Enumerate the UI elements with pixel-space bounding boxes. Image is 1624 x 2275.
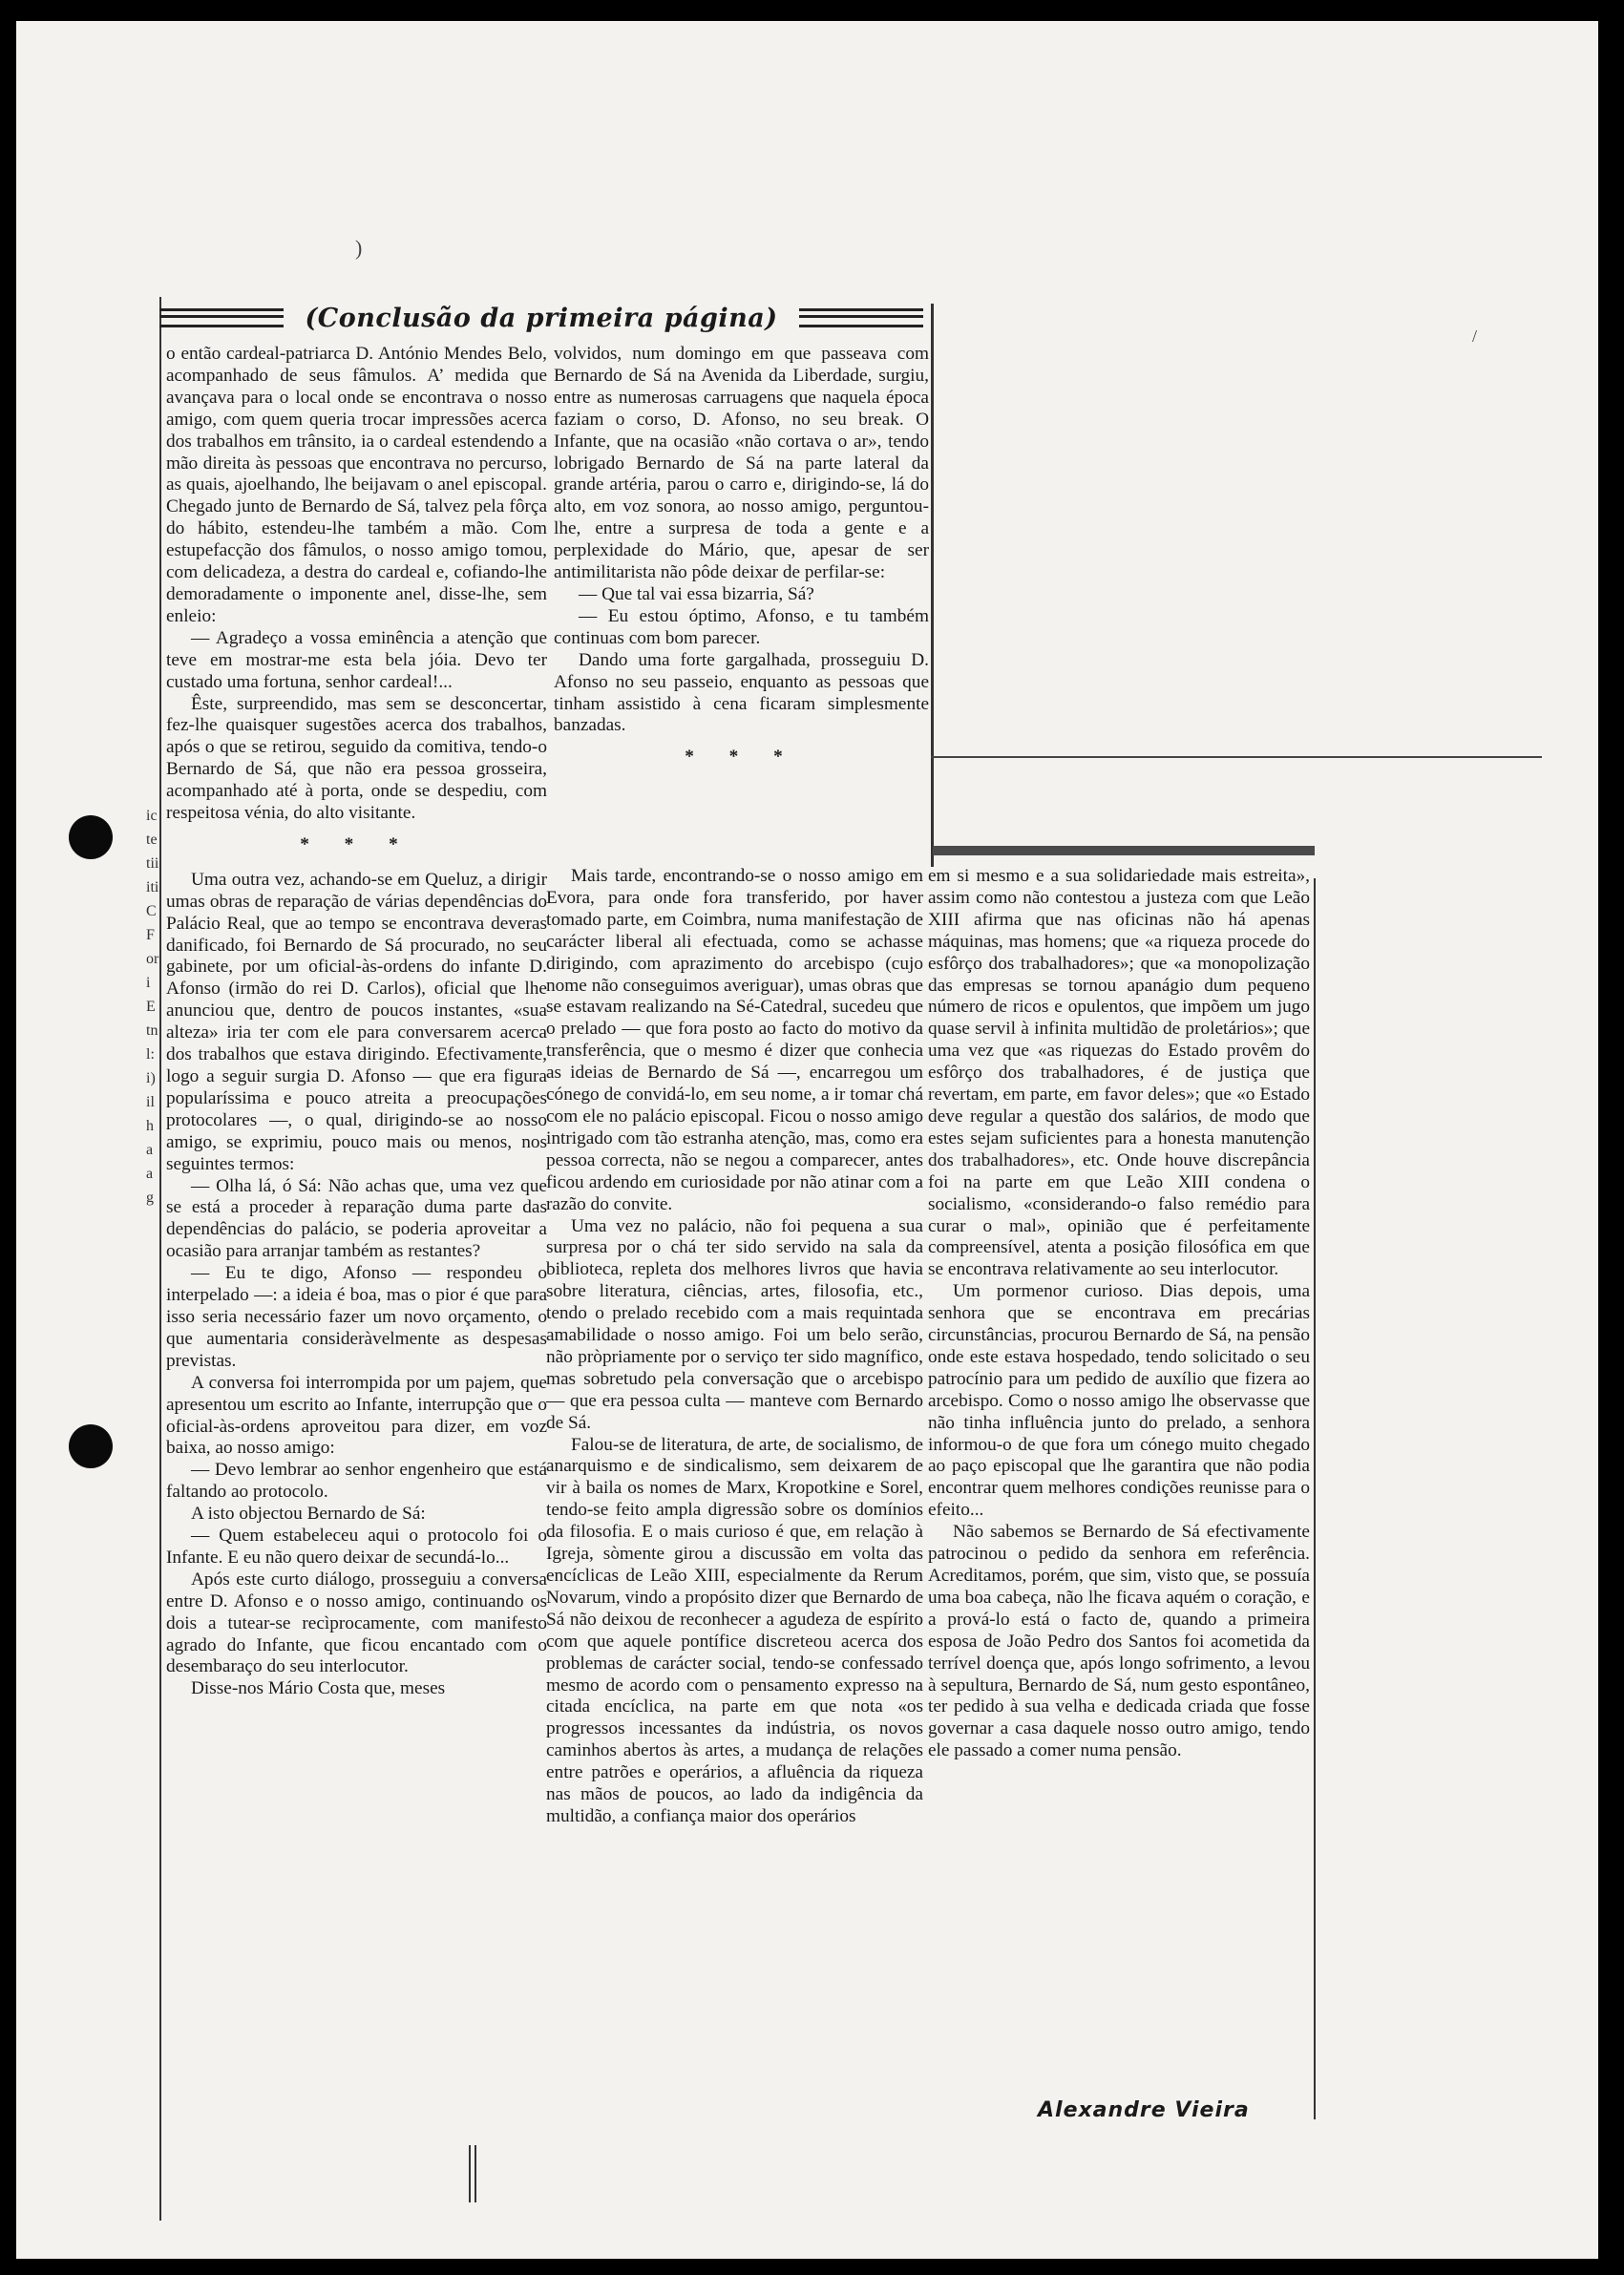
scanned-sheet [16,21,1598,2259]
paragraph: em si mesmo e a sua solidariedade mais estreita», assim como não contestou a justeza com que Leão XIII afirma que nas oficinas não há apenas máquinas, mas homens; que «a riqueza procede do esfôrço dos trabalhadores»; que «a monopolização das empresas se tornou apanágio dum pequeno número de ricos e opulentos, que impõem um jugo quase servil à infinita multidão de proletários»; que uma vez que «as riquezas do Estado provêm do esfôrço dos trabalhadores, é de justiça que revertam, em parte, em favor deles»; que «o Estado deve regular a questão dos salários, de modo que estes sejam suficientes para a honesta manutenção dos trabalhadores», etc. Onde houve discrepância foi na parte em que Leão XIII condena o socialismo, «considerando-o falso remédio para curar o mal», opinião que é perfeitamente compreensível, atenta a posição filosófica em que se encontrava relativamente ao seu interlocutor. [928,866,1310,1280]
header-title: (Conclusão da primeira página) [305,303,778,333]
paragraph: A isto objectou Bernardo de Sá: [191,1504,426,1525]
paragraph: — Que tal vai essa bizarria, Sá? [579,583,814,604]
paragraph: — Eu estou óptimo, Afonso, e tu também continuas com bom parecer. [554,605,929,648]
clipping-left-edge [159,297,161,2221]
stray-mark: / [1472,327,1478,346]
paragraph: A conversa foi interrompida por um pajem, que apresentou um escrito ao Infante, interrupção que o oficial-às-ordens aproveitou para dizer, em voz baixa, ao nosso amigo: [166,1372,547,1459]
clipping-crop-line [931,756,1542,758]
article-column-2 [554,344,929,782]
clipping-right-edge-lower [1314,878,1316,2119]
paragraph: Falou-se de literatura, de arte, de socialismo, de anarquismo e de sindicalismo, sem deixarem de vir à baila os nomes de Marx, Kropotkine e Sorel, tendo-se feito ampla digressão sobre os domínios da filosofia. E o mais curioso é que, em relação à Igreja, sòmente girou a discussão em volta das encíclicas de Leão XIII, especialmente da Rerum Novarum, vindo a propósito dizer que Bernardo de Sá não deixou de reconhecer a agudeza de espírito com que aquele pontífice discreteou acerca dos problemas de carácter social, tendo-se confessado mesmo de acordo com o pensamento expresso na citada encíclica, na parte em que nota «os progressos incessantes da indústria, os novos caminhos abertos às artes, a mudança de relações entre patrões e operários, a afluência da riqueza nas mãos de poucos, ao lado da indigência da multidão, a confiança maior dos operários [546,1434,923,1826]
continuation-header [159,297,923,339]
section-separator: * * * [685,747,798,768]
clipping-shadow-strip [933,846,1315,855]
paragraph: Disse-nos Mário Costa que, meses [191,1678,446,1699]
paragraph: Um pormenor curioso. Dias depois, uma senhora que se encontrava em precárias circunstâncias, procurou Bernardo de Sá, na pensão onde este estava hospedado, tendo solicitado o seu patrocínio para um pedido de auxílio que fizera ao arcebispo. Como o nosso amigo lhe observasse que não tinha influência junto do prelado, a senhora informou-o de que fora um cónego muito chegado ao paço episcopal que lhe garantira que não podia encontrar quem melhores condições reunisse para o efeito... [928,1281,1310,1521]
article-column-1 [166,344,547,1700]
clipping-fold-mark [475,2145,476,2202]
punch-hole-bottom [69,1424,113,1468]
punch-hole-top [69,815,113,859]
clipping-fold-mark [469,2145,471,2202]
header-rule-left [159,308,284,327]
paragraph: — Olha lá, ó Sá: Não achas que, uma vez que se está a proceder à reparação duma parte das dependências do palácio, se poderia aproveitar a ocasião para arranjar também as restantes? [166,1175,547,1262]
paragraph: Êste, surpreendido, mas sem se desconcertar, fez-lhe quaisquer sugestões acerca dos trabalhos, após o que se retirou, seguido da comitiva, tendo-o Bernardo de Sá, que não era pessoa grosseira, acompanhado até à porta, onde se despediu, com respeitosa vénia, do alto visitante. [166,693,547,824]
paragraph: — Agradeço a vossa eminência a atenção que teve em mostrar-me esta bela jóia. Devo ter custado uma fortuna, senhor cardeal!... [166,627,547,692]
paragraph: — Devo lembrar ao senhor engenheiro que está faltando ao protocolo. [166,1460,547,1503]
article-column-4 [928,866,1310,1762]
article-column-3 [546,866,923,1828]
paragraph: Uma vez no palácio, não foi pequena a sua surpresa por o chá ter sido servido na sala da biblioteca, repleta dos melhores livros que havia sobre literatura, ciências, artes, filosofia, etc., tendo o prelado recebido com a mais requintada amabilidade o nosso amigo. Foi um belo serão, não pròpriamente por o serviço ter sido magnífico, mas sobretudo pela conversação que o arcebispo — que era pessoa culta — manteve com Bernardo de Sá. [546,1215,923,1433]
paragraph: volvidos, num domingo em que passeava com Bernardo de Sá na Avenida da Liberdade, surgiu, entre as numerosas carruagens que naquela época faziam o corso, D. Afonso, no seu break. O Infante, que na ocasião «não cortava o ar», tendo lobrigado Bernardo de Sá na parte lateral da grande artéria, parou o carro e, dirigindo-se, lá do alto, em voz sonora, ao nosso amigo, perguntou-lhe, entre a surpresa de toda a gente e a perplexidade do Mário, que, apesar de ser antimilitarista não pôde deixar de perfilar-se: [554,344,929,583]
paragraph: o então cardeal-patriarca D. António Mendes Belo, acompanhado de seus fâmulos. A’ medida que avançava para o local onde se encontrava o nosso amigo, com quem queria trocar impressões acerca dos trabalhos em trânsito, ia o cardeal estendendo a mão direita às pessoas que encontrava no percurso, as quais, ajoelhando, lhe beijavam o anel episcopal. Chegado junto de Bernardo de Sá, talvez pela fôrça do hábito, estendeu-lhe também a mão. Com estupefacção dos fâmulos, o nosso amigo tomou, com delicadeza, a destra do cardeal e, cofiando-lhe demoradamente o imponente anel, disse-lhe, sem enleio: [166,344,547,626]
author-signature: Alexandre Vieira [1038,2098,1250,2122]
paragraph: Após este curto diálogo, prosseguiu a conversa entre D. Afonso e o nosso amigo, continuando os dois a tutear-se recìprocamente, com manifesto agrado do Infante, que ficou encantado com o desembaraço do seu interlocutor. [166,1569,547,1677]
margin-bleed-text: ictetiiitiCForiEtnl:i)ilhaag [146,808,159,1206]
paragraph: Dando uma forte gargalhada, prosseguiu D. Afonso no seu passeio, enquanto as pessoas que tinham assistido à cena ficaram simplesmente banzadas. [554,649,929,736]
paragraph: — Eu te digo, Afonso — respondeu o interpelado —: a ideia é boa, mas o pior é que para isso seria necessário fazer um novo orçamento, o que aumentaria consideràvelmente as despesas previstas. [166,1263,547,1371]
section-separator: * * * [300,833,413,854]
paragraph: Não sabemos se Bernardo de Sá efectivamente patrocinou o pedido da senhora em referência. Acreditamos, porém, que sim, visto que, se possuía uma boa cabeça, não lhe ficava aquém o coração, e a prová-lo está o facto de, quando a primeira esposa de João Pedro dos Santos foi acometida da terrível doença que, após longo sofrimento, a levou à sepultura, Bernardo de Sá, num gesto espontâneo, ter pedido à sua velha e dedicada criada que fosse governar a casa daquele nosso outro amigo, tendo ele passado a comer numa pensão. [928,1522,1310,1761]
paragraph: Mais tarde, encontrando-se o nosso amigo em Evora, para onde fora transferido, por haver tomado parte, em Coimbra, numa manifestação de carácter liberal ali efectuada, como se achasse dirigindo, com aprazimento do arcebispo (cujo nome não conseguimos averiguar), umas obras que se estavam realizando na Sé-Catedral, sucedeu que o prelado — que fora posto ao facto do motivo da transferência, que o mesmo é dizer que conhecia as ideias de Bernardo de Sá —, encarregou um cónego de convidá-lo, em seu nome, a ir tomar chá com ele no palácio episcopal. Ficou o nosso amigo intrigado com tão estranha atenção, mas, como era pessoa correcta, não se negou a comparecer, antes ficou ardendo em curiosidade por não atinar com a razão do convite. [546,866,923,1214]
clipping-right-edge-upper [931,304,934,867]
paragraph: — Quem estabeleceu aqui o protocolo foi o Infante. E eu não quero deixar de secundá-lo... [166,1526,547,1568]
paragraph: Uma outra vez, achando-se em Queluz, a dirigir umas obras de reparação de várias dependências do Palácio Real, que ao tempo se encontrava deveras danificado, foi Bernardo de Sá procurado, no seu gabinete, por um oficial-às-ordens do infante D. Afonso (irmão do rei D. Carlos), oficial que lhe anunciou que, dentro de poucos instantes, «sua alteza» iria ter com ele para conversarem acerca dos trabalhos que estava dirigindo. Efectivamente, logo a seguir surgia D. Afonso — que era figura popularíssima e pouco atreita a preocupações protocolares —, o qual, dirigindo-se ao nosso amigo, se exprimiu, pouco mais ou menos, nos seguintes termos: [166,869,547,1174]
header-rule-right [799,308,923,327]
stray-mark: ) [355,236,363,260]
